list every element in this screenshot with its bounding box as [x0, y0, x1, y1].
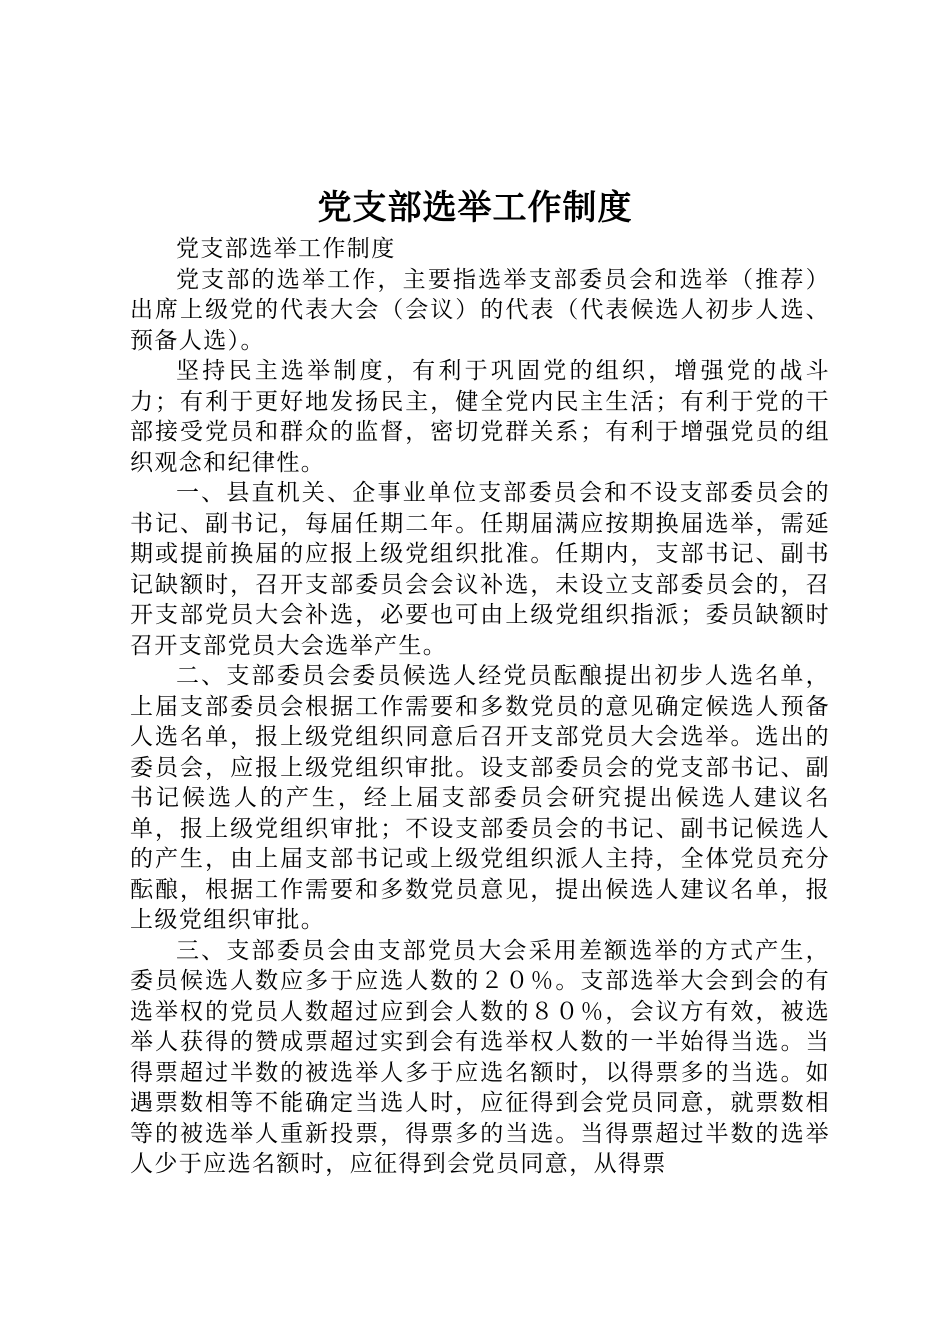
- paragraph-article-3: 三、支部委员会由支部党员大会采用差额选举的方式产生，委员候选人数应多于应选人数的２０％。支部选举大会到会的有选举权的党员人数超过应到会人数的８０％，会议方有效，被选举人获得的赞成票超过实到会有选举权人数的一半始得当选。当得票超过半数的被选举人多于应选名额时，以得票多的当选。如遇票数相等不能确定当选人时，应征得到会党员同意，就票数相等的被选举人重新投票，得票多的当选。当得票超过半数的选举人少于应选名额时，应征得到会党员同意，从得票: [130, 937, 830, 1177]
- paragraph-article-1: 一、县直机关、企事业单位支部委员会和不设支部委员会的书记、副书记，每届任期二年。任期届满应按期换届选举，需延期或提前换届的应报上级党组织批准。任期内，支部书记、副书记缺额时，召开支部委员会会议补选，未设立支部委员会的，召开支部党员大会补选，必要也可由上级党组织指派；委员缺额时召开支部党员大会选举产生。: [130, 480, 830, 659]
- document-title: 党支部选举工作制度: [317, 188, 633, 228]
- paragraph-principle: 坚持民主选举制度，有利于巩固党的组织，增强党的战斗力；有利于更好地发扬民主，健全党内民主生活；有利于党的干部接受党员和群众的监督，密切党群关系；有利于增强党员的组织观念和纪律性。: [130, 358, 830, 476]
- paragraph-subtitle: 党支部选举工作制度: [176, 236, 396, 262]
- document-body: [130, 234, 830, 1180]
- paragraph-article-2: 二、支部委员会委员候选人经党员酝酿提出初步人选名单，上届支部委员会根据工作需要和多数党员的意见确定候选人预备人选名单，报上级党组织同意后召开支部党员大会选举。选出的委员会，应报上级党组织审批。设支部委员会的党支部书记、副书记候选人的产生，经上届支部委员会研究提出候选人建议名单，报上级党组织审批；不设支部委员会的书记、副书记候选人的产生，由上届支部书记或上级党组织派人主持，全体党员充分酝酿，根据工作需要和多数党员意见，提出候选人建议名单，报上级党组织审批。: [130, 663, 830, 933]
- paragraph-scope: 党支部的选举工作，主要指选举支部委员会和选举（推荐）出席上级党的代表大会（会议）的代表（代表候选人初步人选、预备人选）。: [130, 266, 830, 354]
